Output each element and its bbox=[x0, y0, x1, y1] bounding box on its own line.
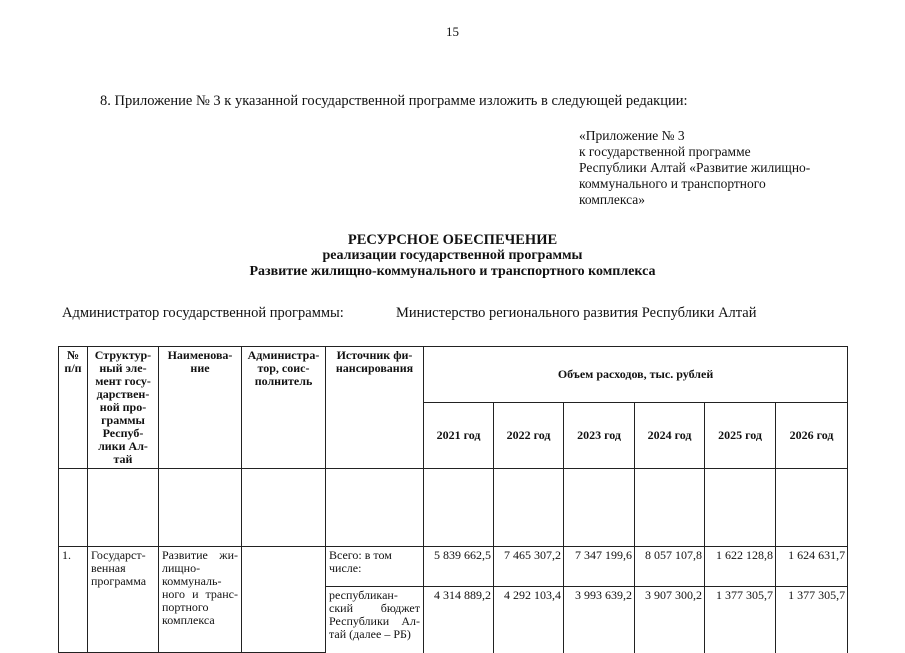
title-line-3: Развитие жилищно-коммунального и транспортного комплекса bbox=[249, 264, 656, 279]
value-cell: 8 057 107,8 bbox=[635, 547, 705, 587]
row-source-total: Всего: в том числе: bbox=[326, 547, 424, 587]
page-number: 15 bbox=[446, 24, 459, 39]
value-cell: 1 377 305,7 bbox=[776, 587, 848, 653]
intro-paragraph: 8. Приложение № 3 к указанной государственной программе изложить в следующей редакции: bbox=[100, 93, 688, 109]
header-num: № п/п bbox=[59, 347, 88, 469]
appendix-line: Республики Алтай «Развитие жилищно- bbox=[579, 160, 811, 175]
title-line-2: реализации государственной программы bbox=[322, 248, 583, 263]
header-executor: Администра-тор, соис-полнитель bbox=[242, 347, 326, 469]
value-cell: 3 993 639,2 bbox=[564, 587, 635, 653]
appendix-line: комплекса» bbox=[579, 192, 645, 207]
appendix-line: «Приложение № 3 bbox=[579, 128, 685, 143]
header-source: Источник фи-нансирования bbox=[326, 347, 424, 469]
appendix-line: к государственной программе bbox=[579, 144, 751, 159]
value-cell: 1 624 631,7 bbox=[776, 547, 848, 587]
value-cell: 4 292 103,4 bbox=[494, 587, 564, 653]
header-year: 2025 год bbox=[705, 403, 776, 469]
row-source-rb: республикан-ский бюджет Республики Ал-тай (далее – РБ) bbox=[326, 587, 424, 653]
row-element: Государст-венная программа bbox=[88, 547, 159, 653]
value-cell: 7 465 307,2 bbox=[494, 547, 564, 587]
header-name: Наименова-ние bbox=[159, 347, 242, 469]
header-year: 2026 год bbox=[776, 403, 848, 469]
appendix-heading bbox=[579, 128, 879, 208]
header-year: 2023 год bbox=[564, 403, 635, 469]
row-num: 1. bbox=[59, 547, 88, 653]
value-cell: 3 907 300,2 bbox=[635, 587, 705, 653]
row-executor bbox=[242, 547, 326, 653]
value-cell: 1 622 128,8 bbox=[705, 547, 776, 587]
appendix-line: коммунального и транспортного bbox=[579, 176, 766, 191]
header-year: 2022 год bbox=[494, 403, 564, 469]
header-expenses: Объем расходов, тыс. рублей bbox=[424, 347, 848, 403]
value-cell: 4 314 889,2 bbox=[424, 587, 494, 653]
table-row bbox=[59, 547, 848, 587]
document-title bbox=[0, 232, 905, 280]
row-name: Развитие жи-лищно-коммуналь-ного и транс-портного комплекса bbox=[159, 547, 242, 653]
title-line-1: РЕСУРСНОЕ ОБЕСПЕЧЕНИЕ bbox=[347, 232, 558, 248]
header-year: 2024 год bbox=[635, 403, 705, 469]
value-cell: 5 839 662,5 bbox=[424, 547, 494, 587]
administrator-label: Администратор государственной программы: bbox=[62, 305, 344, 321]
value-cell: 7 347 199,6 bbox=[564, 547, 635, 587]
header-element: Структур-ный эле-мент госу-дарствен-ной про-граммы Респуб-лики Ал-тай bbox=[88, 347, 159, 469]
header-year: 2021 год bbox=[424, 403, 494, 469]
value-cell: 1 377 305,7 bbox=[705, 587, 776, 653]
resource-table bbox=[58, 346, 848, 653]
administrator-value: Министерство регионального развития Республики Алтай bbox=[396, 305, 757, 321]
